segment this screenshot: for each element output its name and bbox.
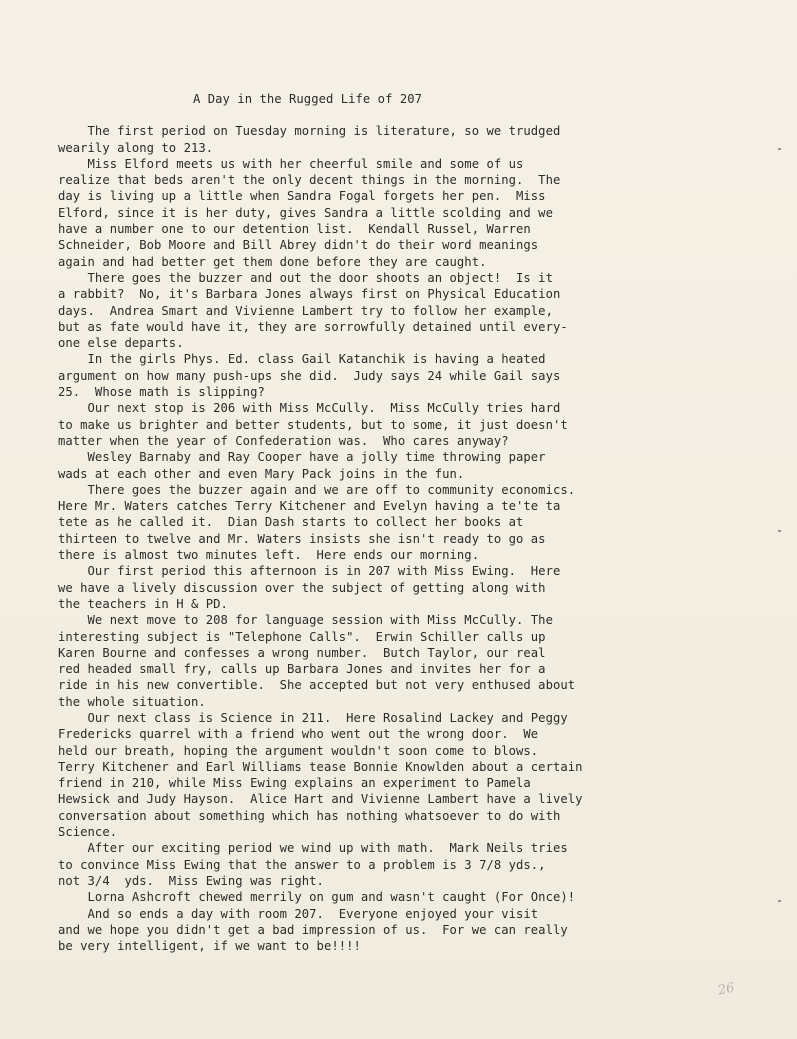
text-line: and we hope you didn't get a bad impression of us. For we can really	[58, 922, 568, 937]
margin-mark	[778, 530, 781, 532]
text-line: Schneider, Bob Moore and Bill Abrey didn't do their word meanings	[58, 238, 539, 253]
document-body	[58, 91, 658, 954]
text-line: 25. Whose math is slipping?	[58, 385, 265, 400]
text-line: In the girls Phys. Ed. class Gail Katanchik is having a heated	[58, 352, 546, 367]
text-line: we have a lively discussion over the subject of getting along with	[58, 580, 546, 595]
text-line: wads at each other and even Mary Pack joins in the fun.	[58, 466, 465, 481]
text-line: wearily along to 213.	[58, 140, 214, 155]
text-line: not 3/4 yds. Miss Ewing was right.	[58, 873, 324, 888]
text-line: ride in his new convertible. She accepted but not very enthused about	[58, 678, 576, 693]
text-line: days. Andrea Smart and Vivienne Lambert try to follow her example,	[58, 303, 553, 318]
text-line: the whole situation.	[58, 694, 206, 709]
text-line: Hewsick and Judy Hayson. Alice Hart and Vivienne Lambert have a lively	[58, 792, 583, 807]
text-line: Here Mr. Waters catches Terry Kitchener and Evelyn having a te'te ta	[58, 499, 561, 514]
document-title: A Day in the Rugged Life of 207	[193, 92, 423, 106]
text-line: Lorna Ashcroft chewed merrily on gum and wasn't caught (For Once)!	[58, 890, 576, 905]
text-line: Terry Kitchener and Earl Williams tease Bonnie Knowlden about a certain	[58, 759, 583, 774]
text-line: Wesley Barnaby and Ray Cooper have a jolly time throwing paper	[58, 450, 546, 465]
text-line: one else departs.	[58, 336, 184, 351]
text-line: interesting subject is "Telephone Calls". Erwin Schiller calls up	[58, 629, 546, 644]
text-line: Our next stop is 206 with Miss McCully. Miss McCully tries hard	[58, 401, 561, 416]
text-line: to make us brighter and better students, but to some, it just doesn't	[58, 417, 568, 432]
text-line: Karen Bourne and confesses a wrong number. Butch Taylor, our real	[58, 645, 546, 660]
text-line: there is almost two minutes left. Here ends our morning.	[58, 548, 480, 563]
text-line: have a number one to our detention list. Kendall Russel, Warren	[58, 222, 531, 237]
text-line: Science.	[58, 825, 118, 840]
text-line: matter when the year of Confederation was. Who cares anyway?	[58, 433, 509, 448]
text-line: And so ends a day with room 207. Everyone enjoyed your visit	[58, 906, 539, 921]
text-line: a rabbit? No, it's Barbara Jones always first on Physical Education	[58, 287, 561, 302]
text-line: tete as he called it. Dian Dash starts to collect her books at	[58, 515, 524, 530]
text-line: We next move to 208 for language session with Miss McCully. The	[58, 613, 553, 628]
text-line: Fredericks quarrel with a friend who went out the wrong door. We	[58, 727, 539, 742]
text-line: red headed small fry, calls up Barbara Jones and invites her for a	[58, 662, 546, 677]
text-line: be very intelligent, if we want to be!!!!	[58, 939, 361, 954]
page-number: 26	[716, 980, 736, 999]
text-line: realize that beds aren't the only decent things in the morning. The	[58, 173, 561, 188]
text-line: Our next class is Science in 211. Here Rosalind Lackey and Peggy	[58, 710, 568, 725]
text-line: Our first period this afternoon is in 207 with Miss Ewing. Here	[58, 564, 561, 579]
document-text	[58, 123, 658, 954]
text-line: but as fate would have it, they are sorrowfully detained until every-	[58, 319, 568, 334]
text-line: friend in 210, while Miss Ewing explains an experiment to Pamela	[58, 776, 531, 791]
text-line: thirteen to twelve and Mr. Waters insists she isn't ready to go as	[58, 531, 546, 546]
text-line: held our breath, hoping the argument wouldn't soon come to blows.	[58, 743, 539, 758]
text-line: Miss Elford meets us with her cheerful smile and some of us	[58, 156, 524, 171]
text-line: The first period on Tuesday morning is literature, so we trudged	[58, 124, 561, 139]
margin-mark	[778, 900, 781, 902]
margin-mark	[778, 148, 781, 150]
text-line: After our exciting period we wind up with math. Mark Neils tries	[58, 841, 568, 856]
text-line: to convince Miss Ewing that the answer to a problem is 3 7/8 yds.,	[58, 857, 546, 872]
text-line: day is living up a little when Sandra Fogal forgets her pen. Miss	[58, 189, 546, 204]
text-line: conversation about something which has nothing whatsoever to do with	[58, 808, 561, 823]
text-line: There goes the buzzer and out the door shoots an object! Is it	[58, 270, 553, 285]
text-line: There goes the buzzer again and we are off to community economics.	[58, 482, 576, 497]
text-line: the teachers in H & PD.	[58, 596, 228, 611]
text-line: again and had better get them done before they are caught.	[58, 254, 487, 269]
text-line: Elford, since it is her duty, gives Sandra a little scolding and we	[58, 205, 553, 220]
text-line: argument on how many push-ups she did. Judy says 24 while Gail says	[58, 368, 561, 383]
